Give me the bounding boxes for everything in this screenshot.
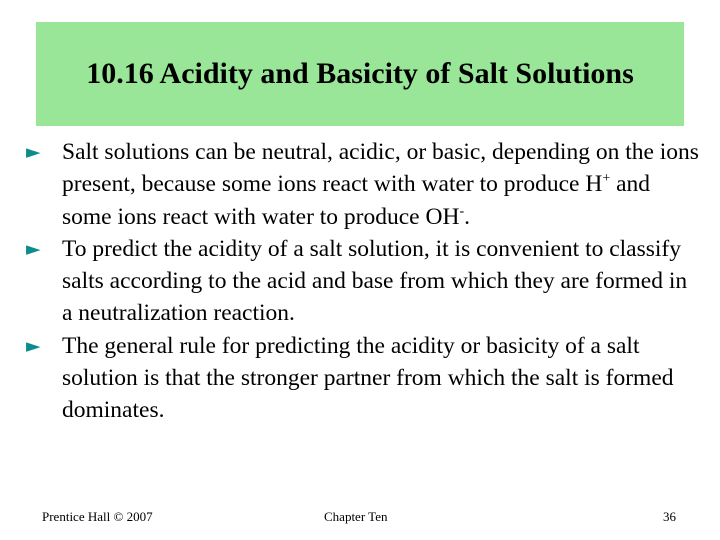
footer-page-number: 36 (663, 509, 676, 524)
title-banner (36, 22, 684, 126)
superscript-minus: - (459, 203, 465, 219)
bullet-text: The general rule for predicting the acidity or basicity of a salt solution is that the stronger partner from which the salt is formed dominates. (62, 332, 674, 424)
bullet-text: To predict the acidity of a salt solution, it is convenient to classify salts according to the acid and base from which they are formed in a neutralization reaction. (62, 235, 688, 327)
bullet-list (26, 136, 702, 427)
triangle-bullet-icon: ► (26, 141, 41, 163)
bullet-item (26, 330, 702, 427)
superscript-plus: + (602, 171, 611, 187)
footer-chapter: Chapter Ten (324, 509, 388, 524)
bullet-item (26, 233, 702, 330)
triangle-bullet-icon: ► (26, 334, 41, 357)
slide-title: 10.16 Acidity and Basicity of Salt Solutions (86, 57, 634, 90)
bullet-item (26, 136, 702, 233)
bullet-text: Salt solutions can be neutral, acidic, or basic, depending on the ions present, because some ions react with water to produce H+ and some ions react with water to produce OH-. (62, 139, 699, 230)
footer-copyright: Prentice Hall © 2007 (42, 509, 153, 524)
triangle-bullet-icon: ► (26, 237, 41, 260)
